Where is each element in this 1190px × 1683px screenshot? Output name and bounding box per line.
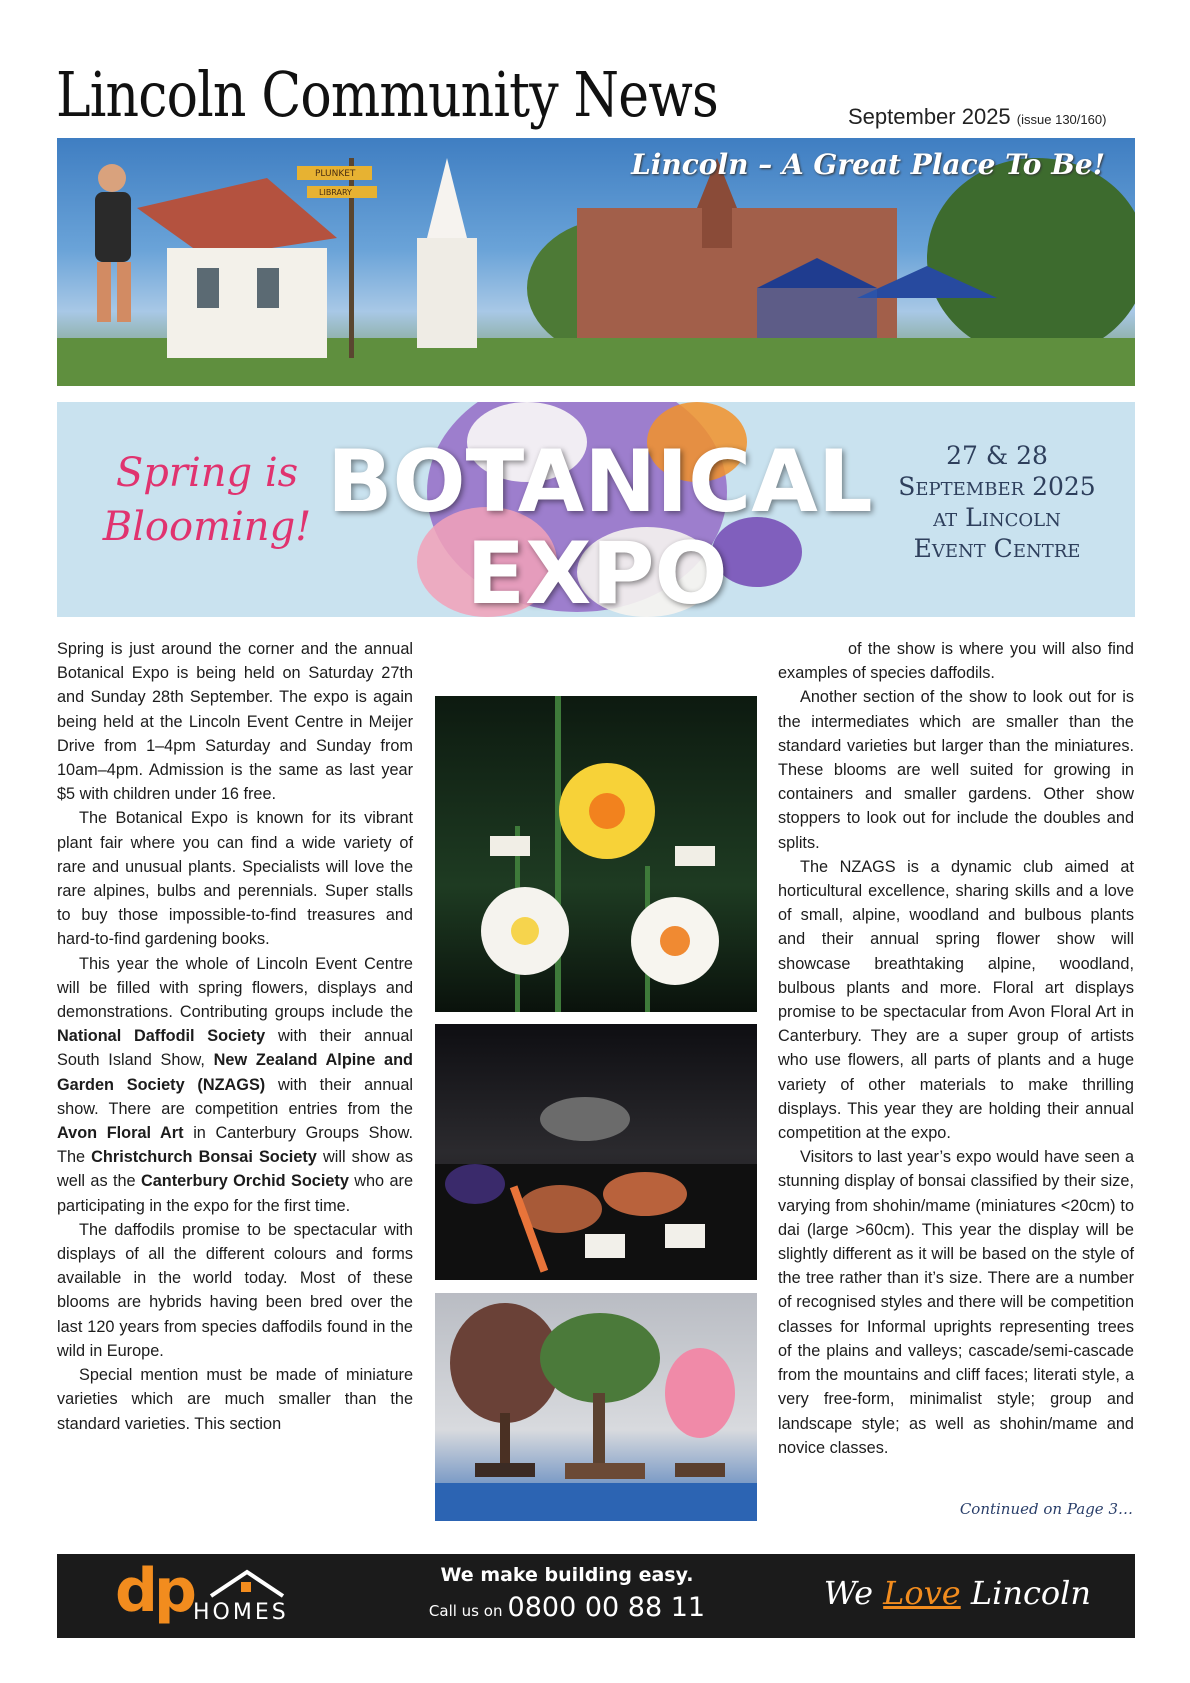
- text-run: will show as well as the: [57, 1148, 413, 1191]
- call-label: Call us on: [428, 1602, 503, 1620]
- article-paragraph: Another section of the show to look out for is the intermediates which are smaller than the standard varieties but larger than the miniatures. These blooms are well suited for growing in containers and smaller gardens. Other show stoppers to look out for include the doubles and splits.: [778, 688, 1134, 852]
- daffodil-scene: [435, 696, 757, 1012]
- ad-tagline: We make building easy.: [440, 1564, 694, 1586]
- house-roof-icon: [207, 1566, 287, 1600]
- cottage-wall: [167, 248, 327, 358]
- text-run: in Canterbury Groups Show. The: [57, 1124, 413, 1167]
- pine-bonsai-canopy: [540, 1313, 660, 1403]
- alpine-pots-scene: [435, 1024, 757, 1280]
- dp-homes-logo: dp: [115, 1556, 193, 1626]
- text-run: who are participating in the expo for the first time.: [57, 1172, 413, 1215]
- expo-title-line2: EXPO: [466, 524, 728, 624]
- expo-dates-line4: Event Centre: [913, 534, 1081, 563]
- article-paragraph: of the show is where you will also find examples of species daffodils.: [778, 640, 1134, 683]
- article-paragraph: Spring is just around the corner and the annual Botanical Expo is being held on Saturday 27th and Sunday 28th September. The expo is again being held at the Lincoln Event Centre in Meijer Drive from 1–4pm Saturday and Sunday from 10am–4pm. Admission is the same as last year $5 with children under 16 free.: [57, 640, 413, 804]
- org-canterbury-orchid-society: Canterbury Orchid Society: [140, 1172, 349, 1191]
- cottage-window: [257, 268, 279, 308]
- purple-alpine-plant: [445, 1164, 505, 1204]
- text-run: with their annual South Island Show,: [57, 1027, 413, 1070]
- dp-homes-sub: HOMES: [193, 1600, 289, 1625]
- plant-pot: [540, 1097, 630, 1141]
- entry-card: [490, 836, 530, 856]
- hero-illustration: [57, 138, 1135, 386]
- flower-stem: [555, 696, 561, 1012]
- event-banner: [57, 402, 1135, 624]
- player-leg: [97, 262, 111, 322]
- tree-shape: [927, 158, 1135, 358]
- azalea-bonsai-canopy: [665, 1348, 735, 1438]
- daffodil-cup: [511, 917, 539, 945]
- expo-dates-line1: 27 & 28: [946, 441, 1048, 470]
- entry-card: [665, 1224, 705, 1248]
- text-run: This year the whole of Lincoln Event Centre will be filled with spring flowers, displays and demonstrations. Contributing groups include the: [57, 954, 413, 1022]
- we-love-lincoln: [824, 1574, 1091, 1612]
- expo-dates: [887, 440, 1107, 564]
- player-leg: [117, 262, 131, 322]
- phone-number[interactable]: 0800 00 88 11: [507, 1592, 706, 1623]
- cottage-window: [197, 268, 219, 308]
- expo-dates-line2: September 2025: [898, 472, 1096, 501]
- daffodil-cup: [589, 793, 625, 829]
- article-column-left: [57, 637, 413, 1436]
- article-paragraph: The Botanical Expo is known for its vibrant plant fair where you can find a wide variety of rare and unusual plants. Specialists will love the rare alpines, bulbs and perennials. Super stalls to buy those impossible-to-find treasures and hard-to-find gardening books.: [57, 809, 413, 949]
- article-paragraph: The daffodils promise to be spectacular with displays of all the different colours and forms available in the world today. Most of these blooms are hybrids having been bred over the last 120 years from species daffodils found in the wild in Europe.: [57, 1220, 413, 1360]
- expo-title-line1: BOTANICAL: [327, 432, 873, 532]
- slogan-love: Love: [883, 1574, 961, 1612]
- bonsai-pot: [675, 1463, 725, 1477]
- terracotta-pot: [603, 1172, 687, 1216]
- player-jersey: [95, 192, 131, 262]
- sign-text: LIBRARY: [319, 188, 352, 197]
- article-paragraph: [57, 952, 413, 1218]
- spring-tagline-line1: Spring is: [115, 450, 299, 496]
- article-paragraph: Visitors to last year’s expo would have seen a stunning display of bonsai classified by their size, varying from shohin/mame (miniatures <20cm) to dai (large >60cm). This year the display will be slightly different as it will be based on the style of the tree rather than it’s size. There are a number of recognised styles and there will be competition classes for Informal uprights representing trees of the plains and valleys; cascade/semi-cascade from the mountains and cliff faces; literati style, a very free-form, minimalist style; group and landscape style; as well as shohin/mame and novice classes.: [778, 1148, 1134, 1457]
- university-clocktower: [702, 208, 732, 248]
- article-paragraph: The NZAGS is a dynamic club aimed at horticultural excellence, sharing skills and a love of small, alpine, woodland and bulbous plants and their annual spring flower show will showcase breathtaking alpine, woodland, bulbous plants and more. Floral art displays promise to be spectacular from Avon Floral Art in Canterbury. They are a super group of artists who use flowers, all parts of plants and a huge variety of other materials to make thrilling displays. This year they are holding their annual competition at the expo.: [778, 857, 1134, 1143]
- display-base: [435, 1483, 757, 1521]
- spring-tagline-line2: Blooming!: [102, 504, 312, 550]
- sign-text: PLUNKET: [315, 169, 356, 179]
- bonsai-trunk: [593, 1393, 605, 1463]
- org-national-daffodil-society: National Daffodil Society: [57, 1027, 266, 1046]
- alpine-pots-photo: [435, 1024, 757, 1280]
- article-paragraph: Special mention must be made of miniature varieties which are much smaller than the standard varieties. This section: [57, 1366, 413, 1433]
- daffodil-photo: [435, 696, 757, 1012]
- hero-slogan: Lincoln – A Great Place To Be!: [631, 148, 1105, 181]
- bonsai-scene: [435, 1293, 757, 1521]
- footer-advert: [57, 1554, 1135, 1638]
- issue-line: [848, 104, 1106, 130]
- daffodil-cup: [660, 926, 690, 956]
- continued-link[interactable]: Continued on Page 3…: [959, 1500, 1133, 1518]
- entry-card: [675, 846, 715, 866]
- bonsai-trunk: [500, 1413, 510, 1463]
- issue-number: (issue 130/160): [1016, 112, 1107, 127]
- church-tower: [417, 238, 477, 348]
- ad-phone: [397, 1592, 737, 1623]
- expo-title: [327, 432, 873, 624]
- article-column-right: [778, 637, 1134, 1460]
- bonsai-pot: [475, 1463, 535, 1477]
- text-run: with their annual show. There are competition entries from the: [57, 1075, 413, 1118]
- org-nzags: New Zealand Alpine and Garden Society (NZAGS): [57, 1051, 413, 1094]
- expo-dates-line3: at Lincoln: [933, 503, 1061, 532]
- org-christchurch-bonsai-society: Christchurch Bonsai Society: [91, 1148, 317, 1167]
- slogan-word: We: [823, 1574, 873, 1612]
- issue-date: September 2025: [848, 104, 1011, 129]
- market-stall: [757, 288, 877, 338]
- bonsai-photo: [435, 1293, 757, 1521]
- masthead-title: Lincoln Community News: [56, 58, 718, 131]
- slogan-word: Lincoln: [970, 1574, 1091, 1612]
- entry-card: [585, 1234, 625, 1258]
- player-head: [98, 164, 126, 192]
- bonsai-pot: [565, 1463, 645, 1479]
- org-avon-floral-art: Avon Floral Art: [57, 1124, 184, 1143]
- church-spire: [427, 158, 467, 238]
